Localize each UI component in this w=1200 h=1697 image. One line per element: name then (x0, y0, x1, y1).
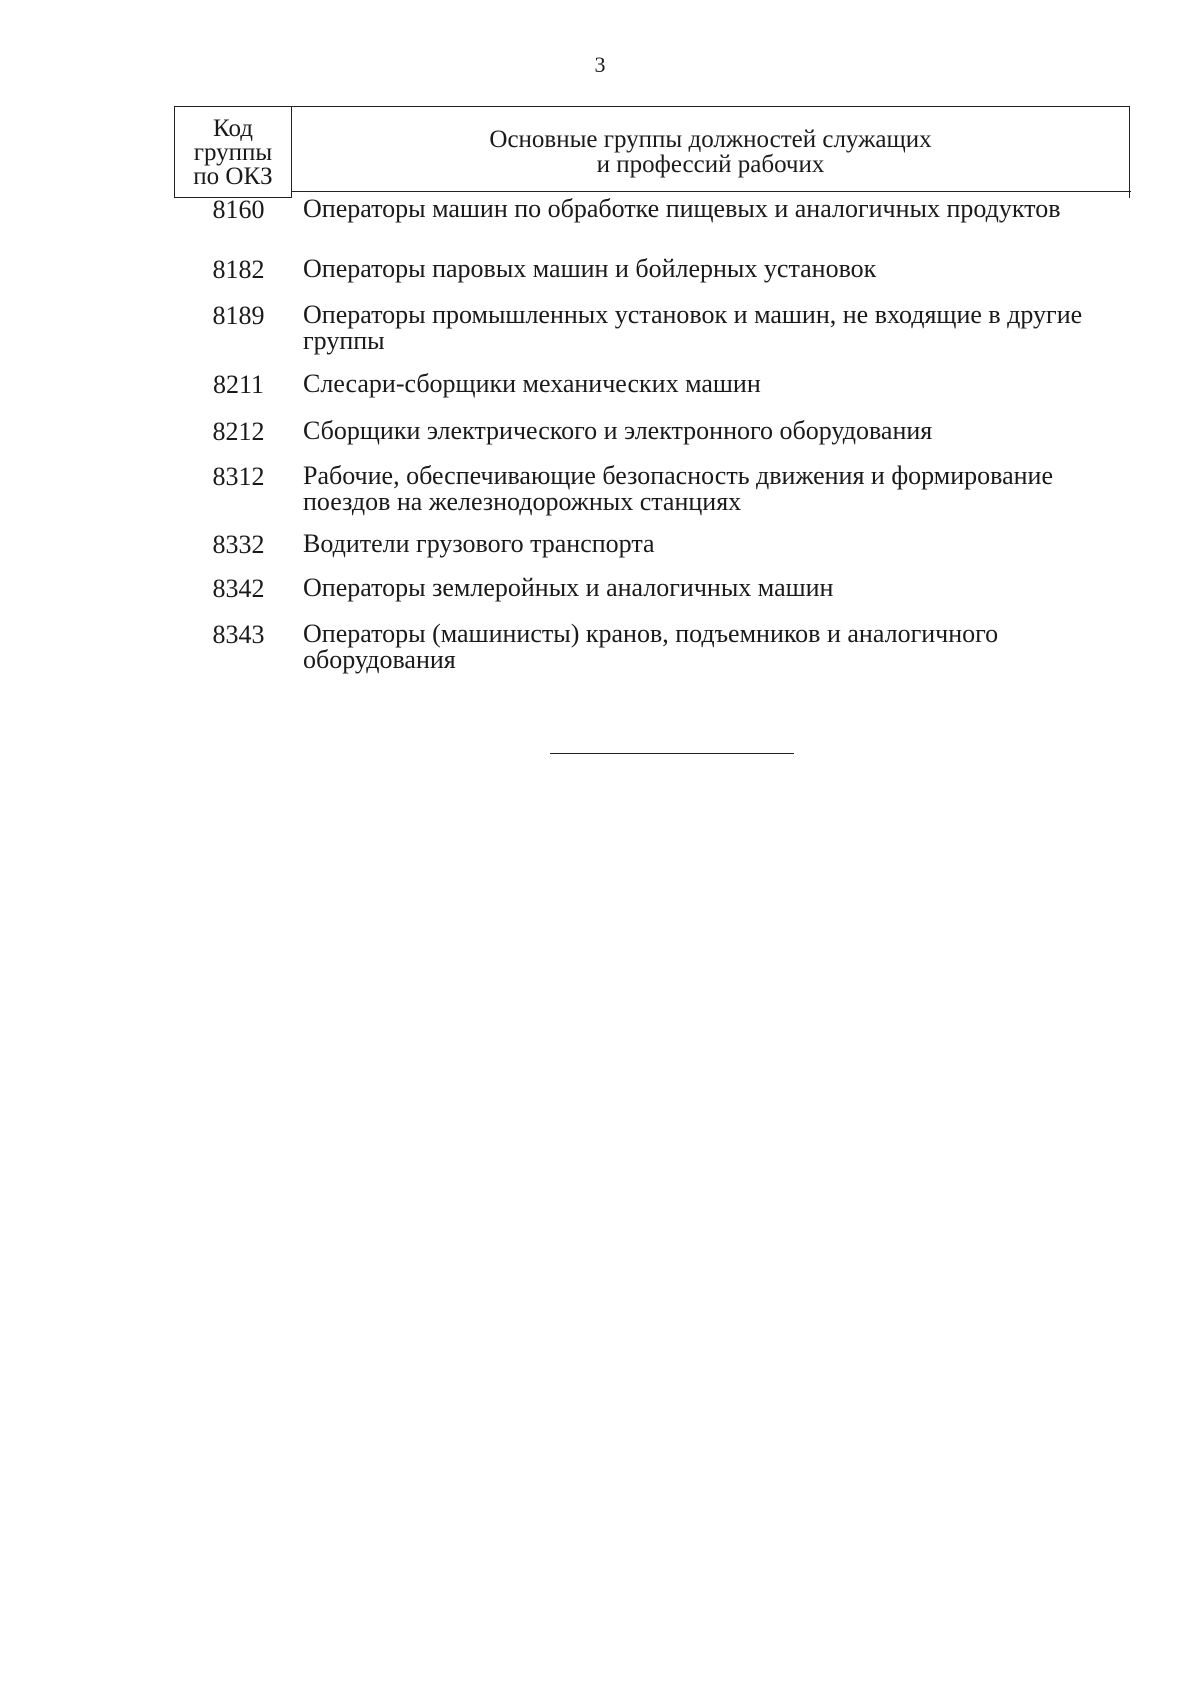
row-name: Операторы промышленных установок и машин, не входящие в другие группы (303, 300, 1083, 355)
row-name: Рабочие, обеспечивающие безопасность движения и формирование поездов на железнодорожных станциях (303, 461, 1053, 516)
table-header (174, 106, 1130, 198)
row-code: 8211 (212, 370, 265, 399)
row-code: 8342 (212, 574, 265, 603)
table-row (174, 196, 1104, 224)
row-name: Операторы паровых машин и бойлерных установок (303, 254, 877, 283)
row-name: Слесари-сборщики механических машин (303, 369, 761, 398)
row-code: 8189 (212, 301, 265, 330)
page-number: 3 (594, 52, 606, 77)
table-row (174, 531, 1104, 559)
row-code: 8343 (212, 620, 265, 649)
row-code: 8160 (212, 195, 265, 224)
header-code-cell (175, 107, 292, 198)
header-title-cell (292, 107, 1130, 198)
row-name: Операторы машин по обработке пищевых и аналогичных продуктов (303, 194, 1061, 223)
row-name: Сборщики электрического и электронного оборудования (303, 416, 933, 445)
end-divider (550, 753, 794, 754)
header-title-line: Основные группы должностей служащих (489, 126, 932, 153)
row-name: Операторы (машинисты) кранов, подъемников и аналогичного оборудования (303, 619, 999, 674)
table-row (174, 463, 1104, 515)
table-row (174, 575, 1104, 603)
table-row (174, 256, 1104, 284)
header-code-line: группы (193, 139, 273, 166)
header-code-line: по ОКЗ (193, 163, 273, 190)
header-code-line: Код (213, 115, 253, 142)
table-row (174, 302, 1104, 354)
row-code: 8212 (212, 417, 265, 446)
table-row (174, 371, 1104, 399)
row-code: 8312 (212, 462, 265, 491)
row-name: Операторы землеройных и аналогичных машин (303, 573, 834, 602)
row-code: 8332 (212, 530, 265, 559)
row-name: Водители грузового транспорта (303, 529, 655, 558)
header-title-line: и профессий рабочих (596, 151, 825, 178)
row-code: 8182 (212, 255, 265, 284)
table-row (174, 621, 1104, 673)
table-row (174, 418, 1104, 446)
